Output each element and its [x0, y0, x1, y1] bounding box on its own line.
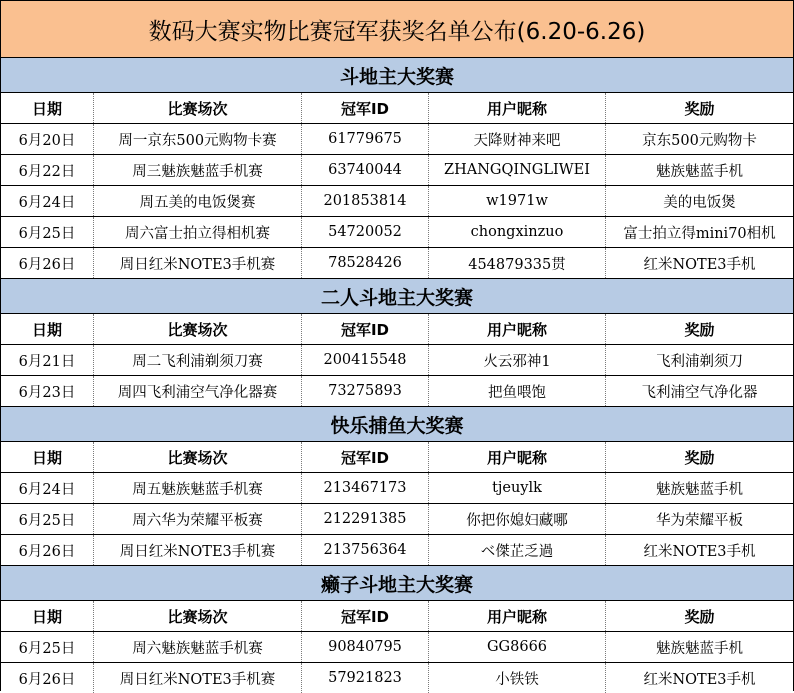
cell-nickname: ZHANGQINGLIWEI [429, 155, 606, 185]
cell-prize: 魅族魅蓝手机 [656, 481, 743, 498]
table-row [1, 376, 793, 407]
cell-champion-id: 73275893 [302, 376, 429, 406]
cell-match: 周四飞利浦空气净化器赛 [94, 376, 302, 406]
section-title: 斗地主大奖赛 [1, 58, 793, 93]
cell-champion-id: 201853814 [302, 186, 429, 216]
cell-prize: 红米NOTE3手机 [643, 256, 756, 273]
column-header-nickname: 用户昵称 [429, 601, 606, 631]
cell-date: 6月24日 [1, 186, 94, 216]
column-header-date: 日期 [1, 442, 94, 472]
cell-champion-id: 90840795 [302, 632, 429, 662]
cell-prize: 富士拍立得mini70相机 [623, 225, 776, 242]
cell-nickname: w1971w [429, 186, 606, 216]
cell-match: 周六魅族魅蓝手机赛 [94, 632, 302, 662]
cell-nickname: 454879335贯 [429, 248, 606, 278]
column-header-match: 比赛场次 [94, 314, 302, 344]
column-header-row [1, 601, 793, 632]
column-header-champion-id: 冠军ID [302, 314, 429, 344]
cell-prize: 魅族魅蓝手机 [656, 640, 743, 657]
cell-date: 6月24日 [1, 473, 94, 503]
cell-nickname: 你把你媳妇藏哪 [429, 504, 606, 534]
cell-prize: 飞利浦剃须刀 [656, 353, 743, 370]
cell-champion-id: 54720052 [302, 217, 429, 247]
table-row [1, 535, 793, 566]
cell-match: 周五魅族魅蓝手机赛 [94, 473, 302, 503]
cell-date: 6月21日 [1, 345, 94, 375]
cell-prize: 华为荣耀平板 [656, 512, 743, 529]
table-row [1, 186, 793, 217]
cell-champion-id: 212291385 [302, 504, 429, 534]
cell-date: 6月26日 [1, 248, 94, 278]
cell-date: 6月20日 [1, 124, 94, 154]
cell-date: 6月25日 [1, 632, 94, 662]
column-header-champion-id: 冠军ID [302, 601, 429, 631]
cell-nickname: 把鱼喂饱 [429, 376, 606, 406]
cell-nickname: 小铁铁 [429, 663, 606, 693]
cell-champion-id: 57921823 [302, 663, 429, 693]
table-row [1, 124, 793, 155]
cell-match: 周日红米NOTE3手机赛 [94, 248, 302, 278]
section-title: 二人斗地主大奖赛 [1, 279, 793, 314]
cell-champion-id: 200415548 [302, 345, 429, 375]
cell-champion-id: 213756364 [302, 535, 429, 565]
cell-prize: 飞利浦空气净化器 [641, 384, 758, 401]
table-row [1, 155, 793, 186]
cell-date: 6月26日 [1, 535, 94, 565]
table-row [1, 217, 793, 248]
cell-champion-id: 61779675 [302, 124, 429, 154]
cell-champion-id: 78528426 [302, 248, 429, 278]
cell-nickname: GG8666 [429, 632, 606, 662]
table-row [1, 345, 793, 376]
column-header-match: 比赛场次 [94, 93, 302, 123]
column-header-prize: 奖励 [684, 607, 715, 626]
cell-nickname: 火云邪神1 [429, 345, 606, 375]
cell-match: 周六富士拍立得相机赛 [94, 217, 302, 247]
cell-match: 周日红米NOTE3手机赛 [94, 663, 302, 693]
column-header-match: 比赛场次 [94, 442, 302, 472]
table-row [1, 504, 793, 535]
column-header-row [1, 442, 793, 473]
column-header-champion-id: 冠军ID [302, 442, 429, 472]
cell-date: 6月22日 [1, 155, 94, 185]
column-header-nickname: 用户昵称 [429, 442, 606, 472]
column-header-date: 日期 [1, 314, 94, 344]
column-header-prize: 奖励 [684, 320, 715, 339]
cell-prize: 红米NOTE3手机 [643, 671, 756, 688]
cell-match: 周一京东500元购物卡赛 [94, 124, 302, 154]
table-row [1, 632, 793, 663]
cell-match: 周日红米NOTE3手机赛 [94, 535, 302, 565]
cell-prize: 美的电饭煲 [663, 194, 736, 211]
column-header-champion-id: 冠军ID [302, 93, 429, 123]
cell-nickname: chongxinzuo [429, 217, 606, 247]
cell-champion-id: 213467173 [302, 473, 429, 503]
cell-date: 6月25日 [1, 217, 94, 247]
cell-date: 6月23日 [1, 376, 94, 406]
cell-date: 6月25日 [1, 504, 94, 534]
cell-match: 周三魅族魅蓝手机赛 [94, 155, 302, 185]
column-header-date: 日期 [1, 601, 94, 631]
cell-match: 周六华为荣耀平板赛 [94, 504, 302, 534]
cell-champion-id: 63740044 [302, 155, 429, 185]
column-header-nickname: 用户昵称 [429, 93, 606, 123]
section-title: 癞子斗地主大奖赛 [1, 566, 793, 601]
column-header-row [1, 314, 793, 345]
cell-nickname: tjeuylk [429, 473, 606, 503]
table-row [1, 248, 793, 279]
cell-nickname: 天降财神来吧 [429, 124, 606, 154]
cell-nickname: ベ傑芷乏過 [429, 535, 606, 565]
cell-prize: 红米NOTE3手机 [643, 543, 756, 560]
column-header-prize: 奖励 [684, 99, 715, 118]
cell-prize: 京东500元购物卡 [642, 132, 757, 149]
cell-match: 周二飞利浦剃须刀赛 [94, 345, 302, 375]
cell-match: 周五美的电饭煲赛 [94, 186, 302, 216]
column-header-date: 日期 [1, 93, 94, 123]
section-title: 快乐捕鱼大奖赛 [1, 407, 793, 442]
table-row [1, 473, 793, 504]
sheet-title: 数码大赛实物比赛冠军获奖名单公布(6.20-6.26) [1, 1, 793, 58]
column-header-nickname: 用户昵称 [429, 314, 606, 344]
cell-date: 6月26日 [1, 663, 94, 693]
column-header-prize: 奖励 [684, 448, 715, 467]
column-header-match: 比赛场次 [94, 601, 302, 631]
cell-prize: 魅族魅蓝手机 [656, 163, 743, 180]
table-row [1, 663, 793, 693]
column-header-row [1, 93, 793, 124]
